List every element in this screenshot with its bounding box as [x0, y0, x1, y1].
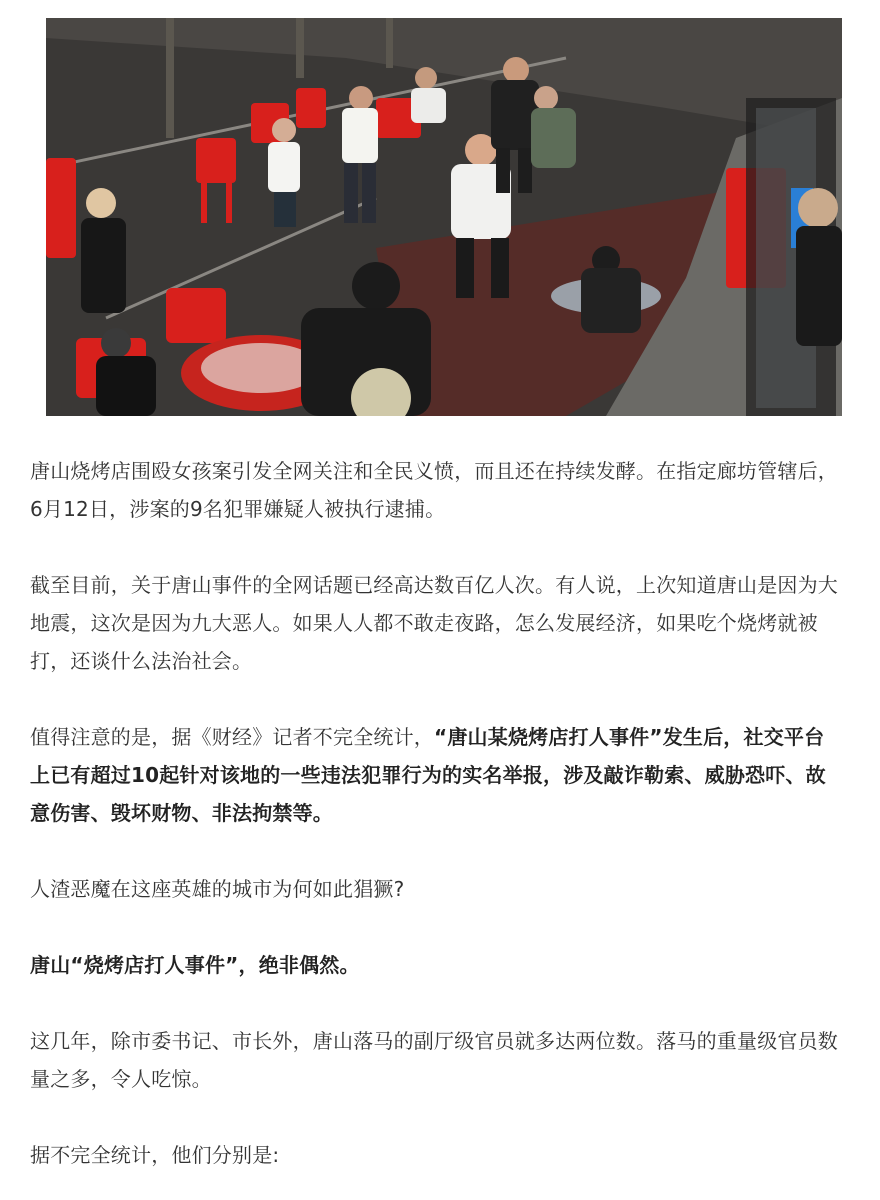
paragraph-2-line-3: 打，还谈什么法治社会。 — [30, 649, 253, 673]
article-body — [30, 452, 860, 1174]
paragraph-1-line-1: 唐山烧烤店围殴女孩案引发全网关注和全民义愤，而且还在持续发酵。在指定廊坊管辖后， — [30, 459, 838, 483]
paragraph-3-line-3-bold: 意伤害、毁坏财物、非法拘禁等。 — [30, 801, 333, 825]
paragraph-2-line-1: 截至目前，关于唐山事件的全网话题已经高达数百亿人次。有人说，上次知道唐山是因为大 — [30, 573, 838, 597]
article-photo — [46, 18, 842, 416]
paragraph-1 — [30, 452, 860, 528]
paragraph-1-line-2: 6月12日，涉案的9名犯罪嫌疑人被执行逮捕。 — [30, 497, 446, 521]
surveillance-photo-illustration — [46, 18, 842, 416]
paragraph-4 — [30, 870, 860, 908]
paragraph-3-line-2-bold: 上已有超过10起针对该地的一些违法犯罪行为的实名举报，涉及敲诈勒索、威胁恐吓、故 — [30, 763, 826, 787]
paragraph-4-line-1: 人渣恶魔在这座英雄的城市为何如此猖獗? — [30, 877, 405, 901]
paragraph-6 — [30, 1022, 860, 1098]
paragraph-3-line-1-normal: 值得注意的是，据《财经》记者不完全统计， — [30, 725, 434, 749]
paragraph-3-line-1-bold: “唐山某烧烤店打人事件”发生后，社交平台 — [434, 725, 825, 749]
paragraph-7 — [30, 1136, 860, 1174]
paragraph-6-line-1: 这几年，除市委书记、市长外，唐山落马的副厅级官员就多达两位数。落马的重量级官员数 — [30, 1029, 838, 1053]
paragraph-2-line-2: 地震，这次是因为九大恶人。如果人人都不敢走夜路，怎么发展经济，如果吃个烧烤就被 — [30, 611, 818, 635]
paragraph-5 — [30, 946, 860, 984]
paragraph-5-line-1-bold: 唐山“烧烤店打人事件”，绝非偶然。 — [30, 953, 360, 977]
paragraph-2 — [30, 566, 860, 680]
paragraph-3 — [30, 718, 860, 832]
paragraph-6-line-2: 量之多，令人吃惊。 — [30, 1067, 212, 1091]
paragraph-7-line-1: 据不完全统计，他们分别是: — [30, 1143, 280, 1167]
